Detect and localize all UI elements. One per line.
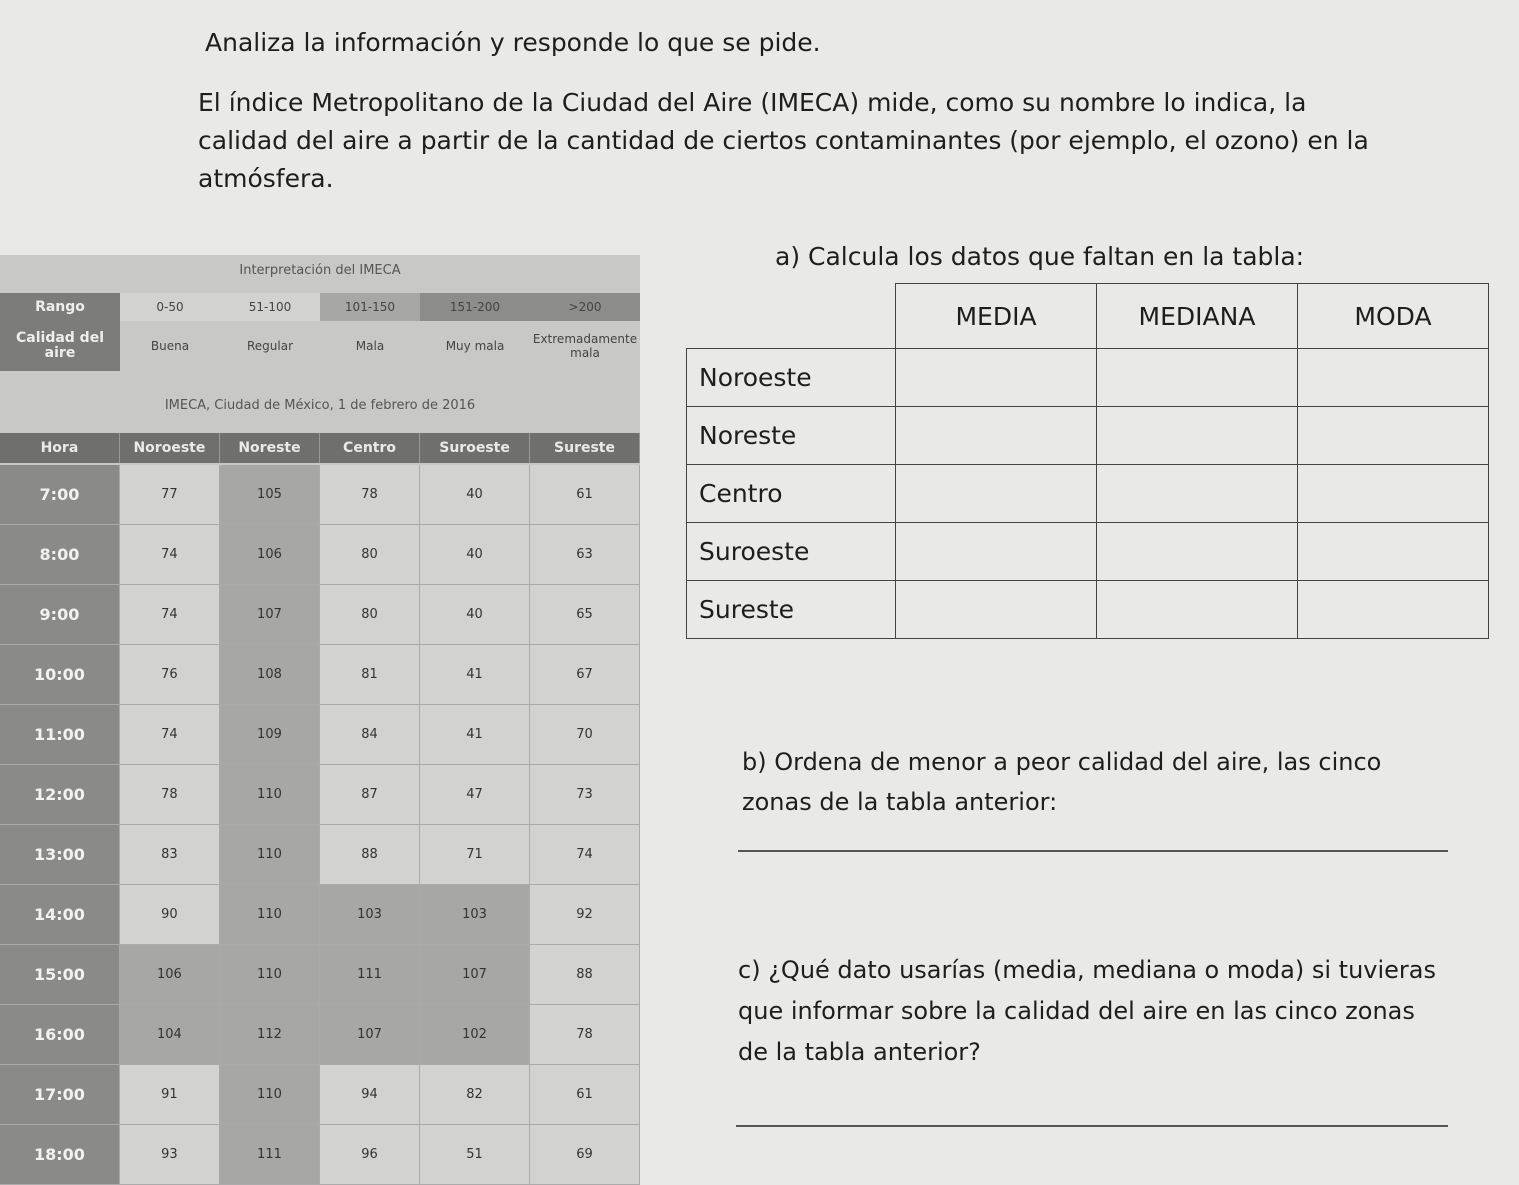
hour-cell: 14:00 — [0, 885, 120, 944]
imeca-row — [0, 945, 640, 1005]
intro-paragraph: El índice Metropolitano de la Ciudad del Aire (IMECA) mide, como su nombre lo indica, la calidad del aire a partir de la cantidad de ciertos contaminantes (por ejemplo, el ozono) en la atmósfera. — [198, 88, 1369, 193]
hour-cell: 15:00 — [0, 945, 120, 1004]
mediana-cell[interactable] — [1097, 465, 1298, 523]
range-1: 51-100 — [220, 293, 320, 321]
zone-label: Suroeste — [687, 523, 896, 581]
imeca-value-cell: 82 — [420, 1065, 530, 1124]
imeca-value-cell: 61 — [530, 1065, 640, 1124]
imeca-value-cell: 103 — [420, 885, 530, 944]
header-suroeste: Suroeste — [420, 433, 530, 463]
imeca-value-cell: 61 — [530, 465, 640, 524]
imeca-value-cell: 93 — [120, 1125, 220, 1184]
imeca-value-cell: 111 — [220, 1125, 320, 1184]
calidad-label: Calidad del aire — [0, 321, 120, 371]
zone-label: Sureste — [687, 581, 896, 639]
instruction: Analiza la información y responde lo que se pide. — [205, 28, 821, 57]
imeca-value-cell: 41 — [420, 645, 530, 704]
header-mediana: MEDIANA — [1097, 284, 1298, 349]
imeca-value-cell: 87 — [320, 765, 420, 824]
moda-cell[interactable] — [1298, 407, 1489, 465]
imeca-value-cell: 51 — [420, 1125, 530, 1184]
rango-row — [0, 293, 640, 321]
imeca-value-cell: 40 — [420, 585, 530, 644]
hour-cell: 9:00 — [0, 585, 120, 644]
stats-row-sureste — [687, 581, 1489, 639]
imeca-value-cell: 73 — [530, 765, 640, 824]
imeca-value-cell: 76 — [120, 645, 220, 704]
imeca-value-cell: 69 — [530, 1125, 640, 1184]
imeca-row — [0, 705, 640, 765]
imeca-value-cell: 74 — [120, 585, 220, 644]
question-b: b) Ordena de menor a peor calidad del aire, las cinco zonas de la tabla anterior: — [742, 748, 1382, 816]
imeca-value-cell: 106 — [120, 945, 220, 1004]
question-a: a) Calcula los datos que faltan en la tabla: — [775, 242, 1305, 271]
hour-cell: 18:00 — [0, 1125, 120, 1184]
header-sureste: Sureste — [530, 433, 640, 463]
media-cell[interactable] — [896, 407, 1097, 465]
imeca-value-cell: 77 — [120, 465, 220, 524]
header-moda: MODA — [1298, 284, 1489, 349]
range-3: 151-200 — [420, 293, 530, 321]
quality-3: Muy mala — [445, 339, 505, 353]
range-0: 0-50 — [120, 293, 220, 321]
imeca-value-cell: 110 — [220, 1065, 320, 1124]
imeca-value-cell: 91 — [120, 1065, 220, 1124]
range-2: 101-150 — [320, 293, 420, 321]
imeca-value-cell: 90 — [120, 885, 220, 944]
imeca-header-row — [0, 433, 640, 463]
imeca-value-cell: 109 — [220, 705, 320, 764]
imeca-value-cell: 107 — [320, 1005, 420, 1064]
imeca-value-cell: 65 — [530, 585, 640, 644]
imeca-value-cell: 80 — [320, 585, 420, 644]
rango-label: Rango — [0, 293, 120, 321]
stats-header-row — [687, 284, 1489, 349]
hour-cell: 11:00 — [0, 705, 120, 764]
mediana-cell[interactable] — [1097, 523, 1298, 581]
imeca-value-cell: 110 — [220, 945, 320, 1004]
imeca-value-cell: 78 — [530, 1005, 640, 1064]
hour-cell: 13:00 — [0, 825, 120, 884]
moda-cell[interactable] — [1298, 523, 1489, 581]
imeca-value-cell: 94 — [320, 1065, 420, 1124]
imeca-rows — [0, 465, 640, 1185]
imeca-value-cell: 47 — [420, 765, 530, 824]
imeca-value-cell: 112 — [220, 1005, 320, 1064]
answer-line-c[interactable] — [736, 1125, 1448, 1127]
imeca-value-cell: 88 — [530, 945, 640, 1004]
imeca-row — [0, 1125, 640, 1185]
mediana-cell[interactable] — [1097, 581, 1298, 639]
header-media: MEDIA — [896, 284, 1097, 349]
imeca-value-cell: 92 — [530, 885, 640, 944]
imeca-value-cell: 102 — [420, 1005, 530, 1064]
imeca-value-cell: 108 — [220, 645, 320, 704]
moda-cell[interactable] — [1298, 349, 1489, 407]
moda-cell[interactable] — [1298, 581, 1489, 639]
stats-corner — [687, 284, 896, 349]
imeca-value-cell: 96 — [320, 1125, 420, 1184]
imeca-row — [0, 585, 640, 645]
hour-cell: 12:00 — [0, 765, 120, 824]
quality-1: Regular — [246, 339, 294, 353]
answer-line-b[interactable] — [738, 850, 1448, 852]
imeca-value-cell: 103 — [320, 885, 420, 944]
imeca-value-cell: 107 — [220, 585, 320, 644]
imeca-row — [0, 765, 640, 825]
imeca-value-cell: 78 — [120, 765, 220, 824]
mediana-cell[interactable] — [1097, 407, 1298, 465]
stats-row-noroeste — [687, 349, 1489, 407]
quality-2: Mala — [355, 339, 385, 353]
imeca-row — [0, 645, 640, 705]
imeca-value-cell: 40 — [420, 525, 530, 584]
imeca-value-cell: 110 — [220, 885, 320, 944]
hour-cell: 10:00 — [0, 645, 120, 704]
imeca-value-cell: 40 — [420, 465, 530, 524]
imeca-value-cell: 70 — [530, 705, 640, 764]
imeca-value-cell: 83 — [120, 825, 220, 884]
imeca-value-cell: 84 — [320, 705, 420, 764]
quality-0: Buena — [150, 339, 190, 353]
hour-cell: 7:00 — [0, 465, 120, 524]
header-centro: Centro — [320, 433, 420, 463]
hour-cell: 8:00 — [0, 525, 120, 584]
imeca-value-cell: 74 — [120, 525, 220, 584]
imeca-table-title: IMECA, Ciudad de México, 1 de febrero de 2016 — [164, 398, 476, 413]
imeca-row — [0, 1065, 640, 1125]
quality-4: Extremadamente mala — [532, 332, 638, 360]
interpretation-title: Interpretación del IMECA — [239, 263, 401, 278]
stats-table — [686, 283, 1489, 639]
header-hora: Hora — [0, 433, 120, 463]
zone-label: Noroeste — [687, 349, 896, 407]
imeca-value-cell: 88 — [320, 825, 420, 884]
stats-row-suroeste — [687, 523, 1489, 581]
stats-row-noreste — [687, 407, 1489, 465]
header-noreste: Noreste — [220, 433, 320, 463]
hour-cell: 17:00 — [0, 1065, 120, 1124]
question-c: c) ¿Qué dato usarías (media, mediana o moda) si tuvieras que informar sobre la calidad del aire en las cinco zonas de la tabla anterior? — [738, 956, 1437, 1066]
imeca-row — [0, 525, 640, 585]
imeca-row — [0, 825, 640, 885]
media-cell[interactable] — [896, 581, 1097, 639]
imeca-row — [0, 465, 640, 525]
zone-label: Centro — [687, 465, 896, 523]
hour-cell: 16:00 — [0, 1005, 120, 1064]
zone-label: Noreste — [687, 407, 896, 465]
imeca-value-cell: 41 — [420, 705, 530, 764]
imeca-value-cell: 81 — [320, 645, 420, 704]
imeca-value-cell: 110 — [220, 765, 320, 824]
calidad-row — [0, 321, 640, 371]
media-cell[interactable] — [896, 465, 1097, 523]
imeca-row — [0, 1005, 640, 1065]
range-4: >200 — [530, 293, 640, 321]
imeca-value-cell: 78 — [320, 465, 420, 524]
imeca-value-cell: 111 — [320, 945, 420, 1004]
stats-row-centro — [687, 465, 1489, 523]
imeca-value-cell: 74 — [120, 705, 220, 764]
media-cell[interactable] — [896, 523, 1097, 581]
imeca-value-cell: 107 — [420, 945, 530, 1004]
moda-cell[interactable] — [1298, 465, 1489, 523]
media-cell[interactable] — [896, 349, 1097, 407]
header-noroeste: Noroeste — [120, 433, 220, 463]
imeca-value-cell: 67 — [530, 645, 640, 704]
mediana-cell[interactable] — [1097, 349, 1298, 407]
imeca-value-cell: 110 — [220, 825, 320, 884]
imeca-value-cell: 104 — [120, 1005, 220, 1064]
imeca-value-cell: 80 — [320, 525, 420, 584]
imeca-panel — [0, 255, 640, 1177]
imeca-value-cell: 105 — [220, 465, 320, 524]
imeca-value-cell: 74 — [530, 825, 640, 884]
imeca-value-cell: 71 — [420, 825, 530, 884]
imeca-value-cell: 63 — [530, 525, 640, 584]
imeca-row — [0, 885, 640, 945]
imeca-value-cell: 106 — [220, 525, 320, 584]
